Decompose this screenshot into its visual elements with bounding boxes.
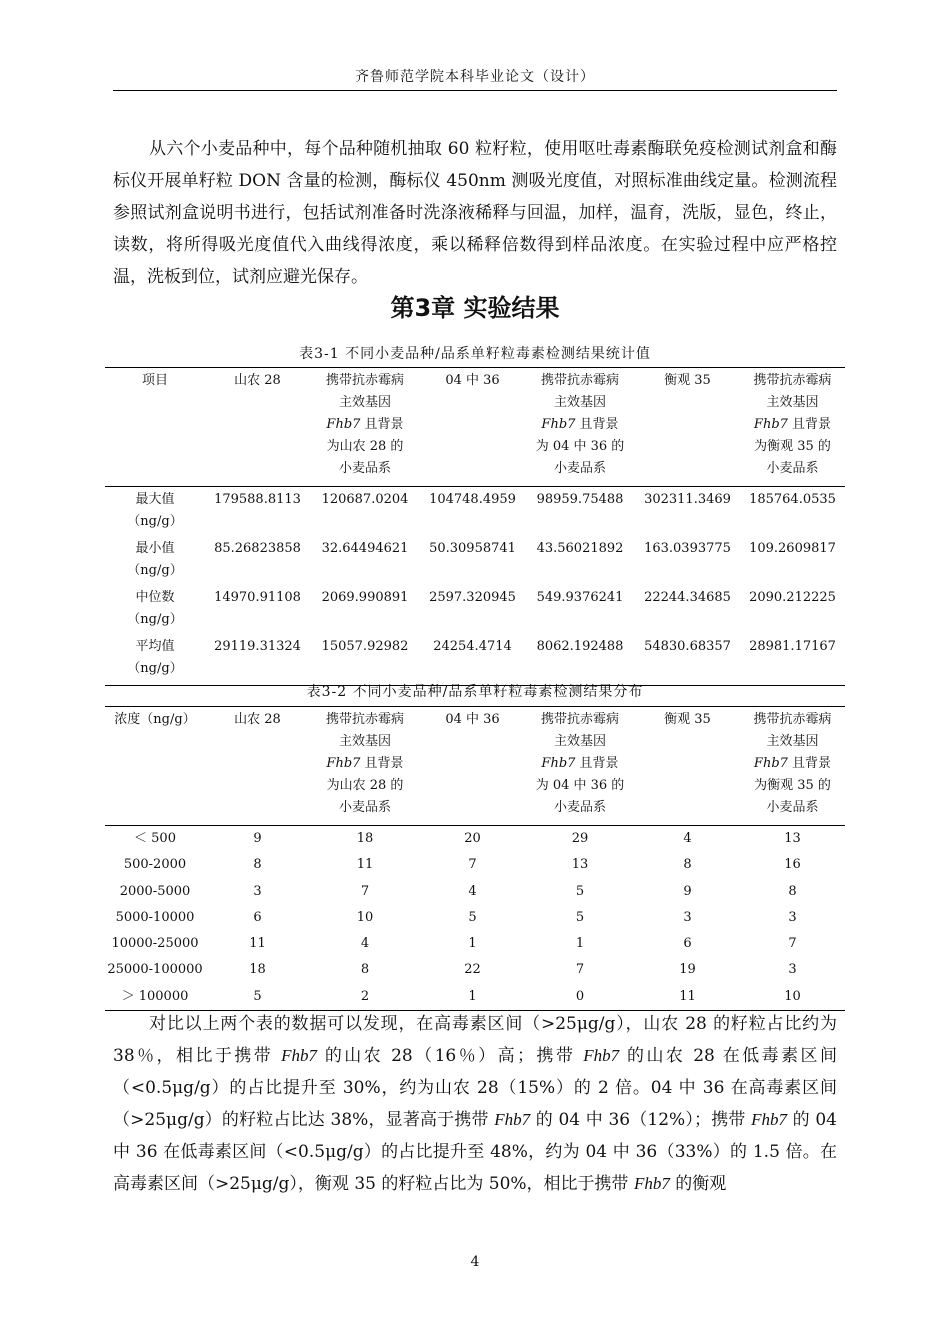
- table-cell: 0: [575, 988, 585, 1004]
- table-cell: 185764.0535: [749, 492, 836, 507]
- row-label: 最大值 （ng/g）: [127, 492, 183, 529]
- table-cell: 11: [356, 857, 374, 873]
- header-line: 为山农 28 的: [326, 439, 404, 454]
- table-header-cell: 浓度（ng/g）: [114, 712, 196, 727]
- table-cell: 3: [788, 962, 797, 978]
- table-header-cell: 山农 28: [234, 373, 281, 388]
- chapter-title: 第3章 实验结果: [390, 294, 560, 322]
- table-row: [105, 984, 845, 1011]
- table-cell: 29119.31324: [214, 639, 301, 654]
- header-line: 主效基因: [766, 734, 819, 749]
- header-line: 为衡观 35 的: [754, 439, 831, 454]
- table-row: [105, 879, 845, 905]
- table-cell: 2069.990891: [321, 590, 409, 605]
- header-line: 携带抗赤霉病: [325, 712, 404, 727]
- row-label: 平均值 （ng/g）: [127, 639, 183, 676]
- table-cell: 32.64494621: [321, 541, 409, 556]
- table-cell: 163.0393775: [644, 541, 731, 556]
- method-paragraph: 从六个小麦品种中，每个品种随机抽取 60 粒籽粒，使用呕吐毒素酶联免疫检测试剂盒和酶标仪开展单籽粒 DON 含量的检测，酶标仪 450nm 测吸光度值，对照标准曲线定量。检测流程参照试剂盒说明书进行，包括试剂准备时洗涤液稀释与回温，加样，温育，洗版，显色，终止，读数，将所得吸光度值代入曲线得浓度，乘以稀释倍数得到样品浓度。在实验过程中应严格控温，洗板到位，试剂应避光保存。: [113, 139, 837, 287]
- table-cell: 14970.91108: [214, 590, 301, 605]
- table-header-cell: 衡观 35: [664, 373, 711, 388]
- header-line: 小麦品系: [338, 461, 391, 476]
- header-line: 为山农 28 的: [326, 778, 404, 793]
- table-header-cell: 山农 28: [234, 712, 281, 727]
- table-cell: 22: [464, 962, 481, 978]
- table-cell: 29: [571, 831, 589, 846]
- table-cell: 120687.0204: [321, 492, 409, 507]
- page-header: 齐鲁师范学院本科毕业论文（设计）: [113, 66, 837, 91]
- header-line: 主效基因: [553, 395, 606, 410]
- row-label: 最小值 （ng/g）: [127, 541, 183, 578]
- table-cell: 302311.3469: [644, 492, 731, 507]
- analysis-paragraph: 对比以上两个表的数据可以发现，在高毒素区间（>25μg/g），山农 28 的籽粒占比约为 38％，相比于携带 Fhb7 的山农 28（16％）高；携带 Fhb7 的山农 28 在低毒素区间（<0.5μg/g）的占比提升至 30%，约为山农 28（15%）的 2 倍。04 中 36 在高毒素区间（>25μg/g）的籽粒占比达 38%，显著高于携带 Fhb7 的 04 中 36（12%）；携带 Fhb7 的 04 中 36 在低毒素区间（<0.5μg/g）的占比提升至 48%，约为 04 中 36（33%）的 1.5 倍。在高毒素区间（>25μg/g），衡观 35 的籽粒占比为 50%，相比于携带 Fhb7 的衡观: [113, 1014, 837, 1194]
- row-label: ＜ 500: [134, 831, 176, 846]
- header-line: 携带抗赤霉病: [325, 373, 404, 388]
- statistics-table: [105, 367, 845, 686]
- table-cell: 7: [468, 857, 477, 873]
- header-line: 主效基因: [338, 734, 391, 749]
- header-line: 小麦品系: [553, 800, 606, 815]
- table2-header-row: [105, 707, 845, 826]
- table-cell: 50.30958741: [429, 541, 516, 556]
- row-label: 2000-5000: [119, 883, 191, 899]
- header-line: 携带抗赤霉病: [753, 373, 832, 388]
- table-cell: 20: [464, 831, 481, 846]
- table-row: [105, 852, 845, 878]
- header-line: 小麦品系: [553, 461, 606, 476]
- table-cell: 3: [788, 909, 797, 925]
- table-cell: 8: [253, 857, 262, 873]
- header-line: Fhb7 且背景: [753, 417, 832, 432]
- header-line: 小麦品系: [766, 800, 819, 815]
- header-line: 携带抗赤霉病: [540, 712, 619, 727]
- table-cell: 3: [683, 909, 692, 925]
- header-line: 为 04 中 36 的: [535, 778, 625, 793]
- table-cell: 1: [575, 936, 585, 952]
- table-row: [105, 487, 845, 539]
- table-cell: 2597.320945: [429, 590, 516, 605]
- row-label: ＞ 100000: [121, 988, 189, 1004]
- table-cell: 6: [253, 909, 262, 925]
- table-cell: 98959.75488: [536, 492, 624, 507]
- header-line: 为 04 中 36 的: [535, 439, 625, 454]
- row-label: 5000-10000: [115, 909, 195, 925]
- table-cell: 8062.192488: [536, 639, 624, 654]
- header-line: 携带抗赤霉病: [540, 373, 619, 388]
- table-cell: 11: [679, 988, 696, 1004]
- table-cell: 18: [249, 962, 266, 978]
- table1-header-row: [105, 368, 845, 487]
- table-cell: 5: [253, 988, 262, 1004]
- table-cell: 18: [356, 831, 374, 846]
- table-cell: 7: [575, 962, 585, 978]
- header-line: Fhb7 且背景: [326, 756, 404, 771]
- table-cell: 4: [360, 936, 370, 952]
- table-header-cell: 04 中 36: [445, 373, 500, 388]
- table-header-cell: [740, 368, 845, 487]
- table-cell: 8: [683, 857, 692, 873]
- header-line: 携带抗赤霉病: [753, 712, 832, 727]
- table-cell: 4: [683, 831, 692, 846]
- table-header-cell: [740, 707, 845, 826]
- table-cell: 11: [249, 936, 266, 952]
- table2-caption: 表3-2 不同小麦品种/品系单籽粒毒素检测结果分布: [306, 684, 644, 700]
- table-cell: 43.56021892: [536, 541, 624, 556]
- table-cell: 6: [683, 936, 692, 952]
- table-header-cell: [310, 368, 420, 487]
- table-cell: 1: [468, 988, 477, 1004]
- table-cell: 9: [683, 883, 692, 899]
- table-header-cell: 04 中 36: [445, 712, 500, 727]
- table-header-cell: [310, 707, 420, 826]
- table-row: [105, 931, 845, 957]
- table-cell: 10: [356, 909, 374, 925]
- table-cell: 4: [468, 883, 477, 899]
- table-cell: 85.26823858: [214, 541, 301, 556]
- header-line: 主效基因: [766, 395, 819, 410]
- header-line: 为衡观 35 的: [754, 778, 831, 793]
- table-cell: 22244.34685: [644, 590, 731, 605]
- header-line: Fhb7 且背景: [541, 417, 619, 432]
- row-label: 中位数 （ng/g）: [127, 590, 183, 627]
- table-row: [105, 587, 845, 636]
- table-cell: 8: [788, 883, 797, 899]
- header-line: 小麦品系: [338, 800, 391, 815]
- table-cell: 5: [575, 909, 585, 925]
- table-cell: 16: [784, 857, 801, 873]
- table-cell: 9: [253, 831, 262, 846]
- table-cell: 7: [788, 936, 797, 952]
- header-line: 主效基因: [338, 395, 391, 410]
- table1-caption: 表3-1 不同小麦品种/品系单籽粒毒素检测结果统计值: [299, 346, 651, 362]
- header-line: Fhb7 且背景: [541, 756, 619, 771]
- table-cell: 19: [679, 962, 696, 978]
- row-label: 25000-100000: [107, 962, 203, 978]
- table-cell: 13: [571, 857, 589, 873]
- row-label: 10000-25000: [111, 936, 199, 952]
- table-cell: 2090.212225: [749, 590, 836, 605]
- header-line: 小麦品系: [766, 461, 819, 476]
- table-cell: 1: [468, 936, 477, 952]
- table-cell: 24254.4714: [433, 639, 512, 654]
- table-row: [105, 957, 845, 983]
- table-cell: 2: [360, 988, 370, 1004]
- table-header-cell: [525, 368, 635, 487]
- table-row: [105, 538, 845, 587]
- header-line: 主效基因: [553, 734, 606, 749]
- table-cell: 179588.8113: [214, 492, 301, 507]
- page-number: 4: [470, 1254, 480, 1270]
- table-cell: 5: [575, 883, 585, 899]
- distribution-table: [105, 706, 845, 1011]
- table-row: [105, 636, 845, 686]
- table-cell: 104748.4959: [429, 492, 516, 507]
- table-cell: 13: [784, 831, 801, 846]
- table-header-cell: [525, 707, 635, 826]
- table-row: [105, 826, 845, 853]
- table-cell: 549.9376241: [536, 590, 624, 605]
- header-line: Fhb7 且背景: [326, 417, 404, 432]
- table-cell: 10: [784, 988, 801, 1004]
- row-label: 500-2000: [123, 857, 187, 873]
- table-cell: 8: [360, 962, 370, 978]
- table-cell: 28981.17167: [749, 639, 836, 654]
- table-cell: 5: [468, 909, 477, 925]
- table-header-cell: 衡观 35: [664, 712, 711, 727]
- header-line: Fhb7 且背景: [753, 756, 832, 771]
- table-header-cell: 项目: [141, 373, 168, 388]
- table-cell: 7: [360, 883, 370, 899]
- table-cell: 15057.92982: [321, 639, 409, 654]
- table-row: [105, 905, 845, 931]
- table-cell: 54830.68357: [644, 639, 731, 654]
- table-cell: 109.2609817: [749, 541, 836, 556]
- table-cell: 3: [253, 883, 262, 899]
